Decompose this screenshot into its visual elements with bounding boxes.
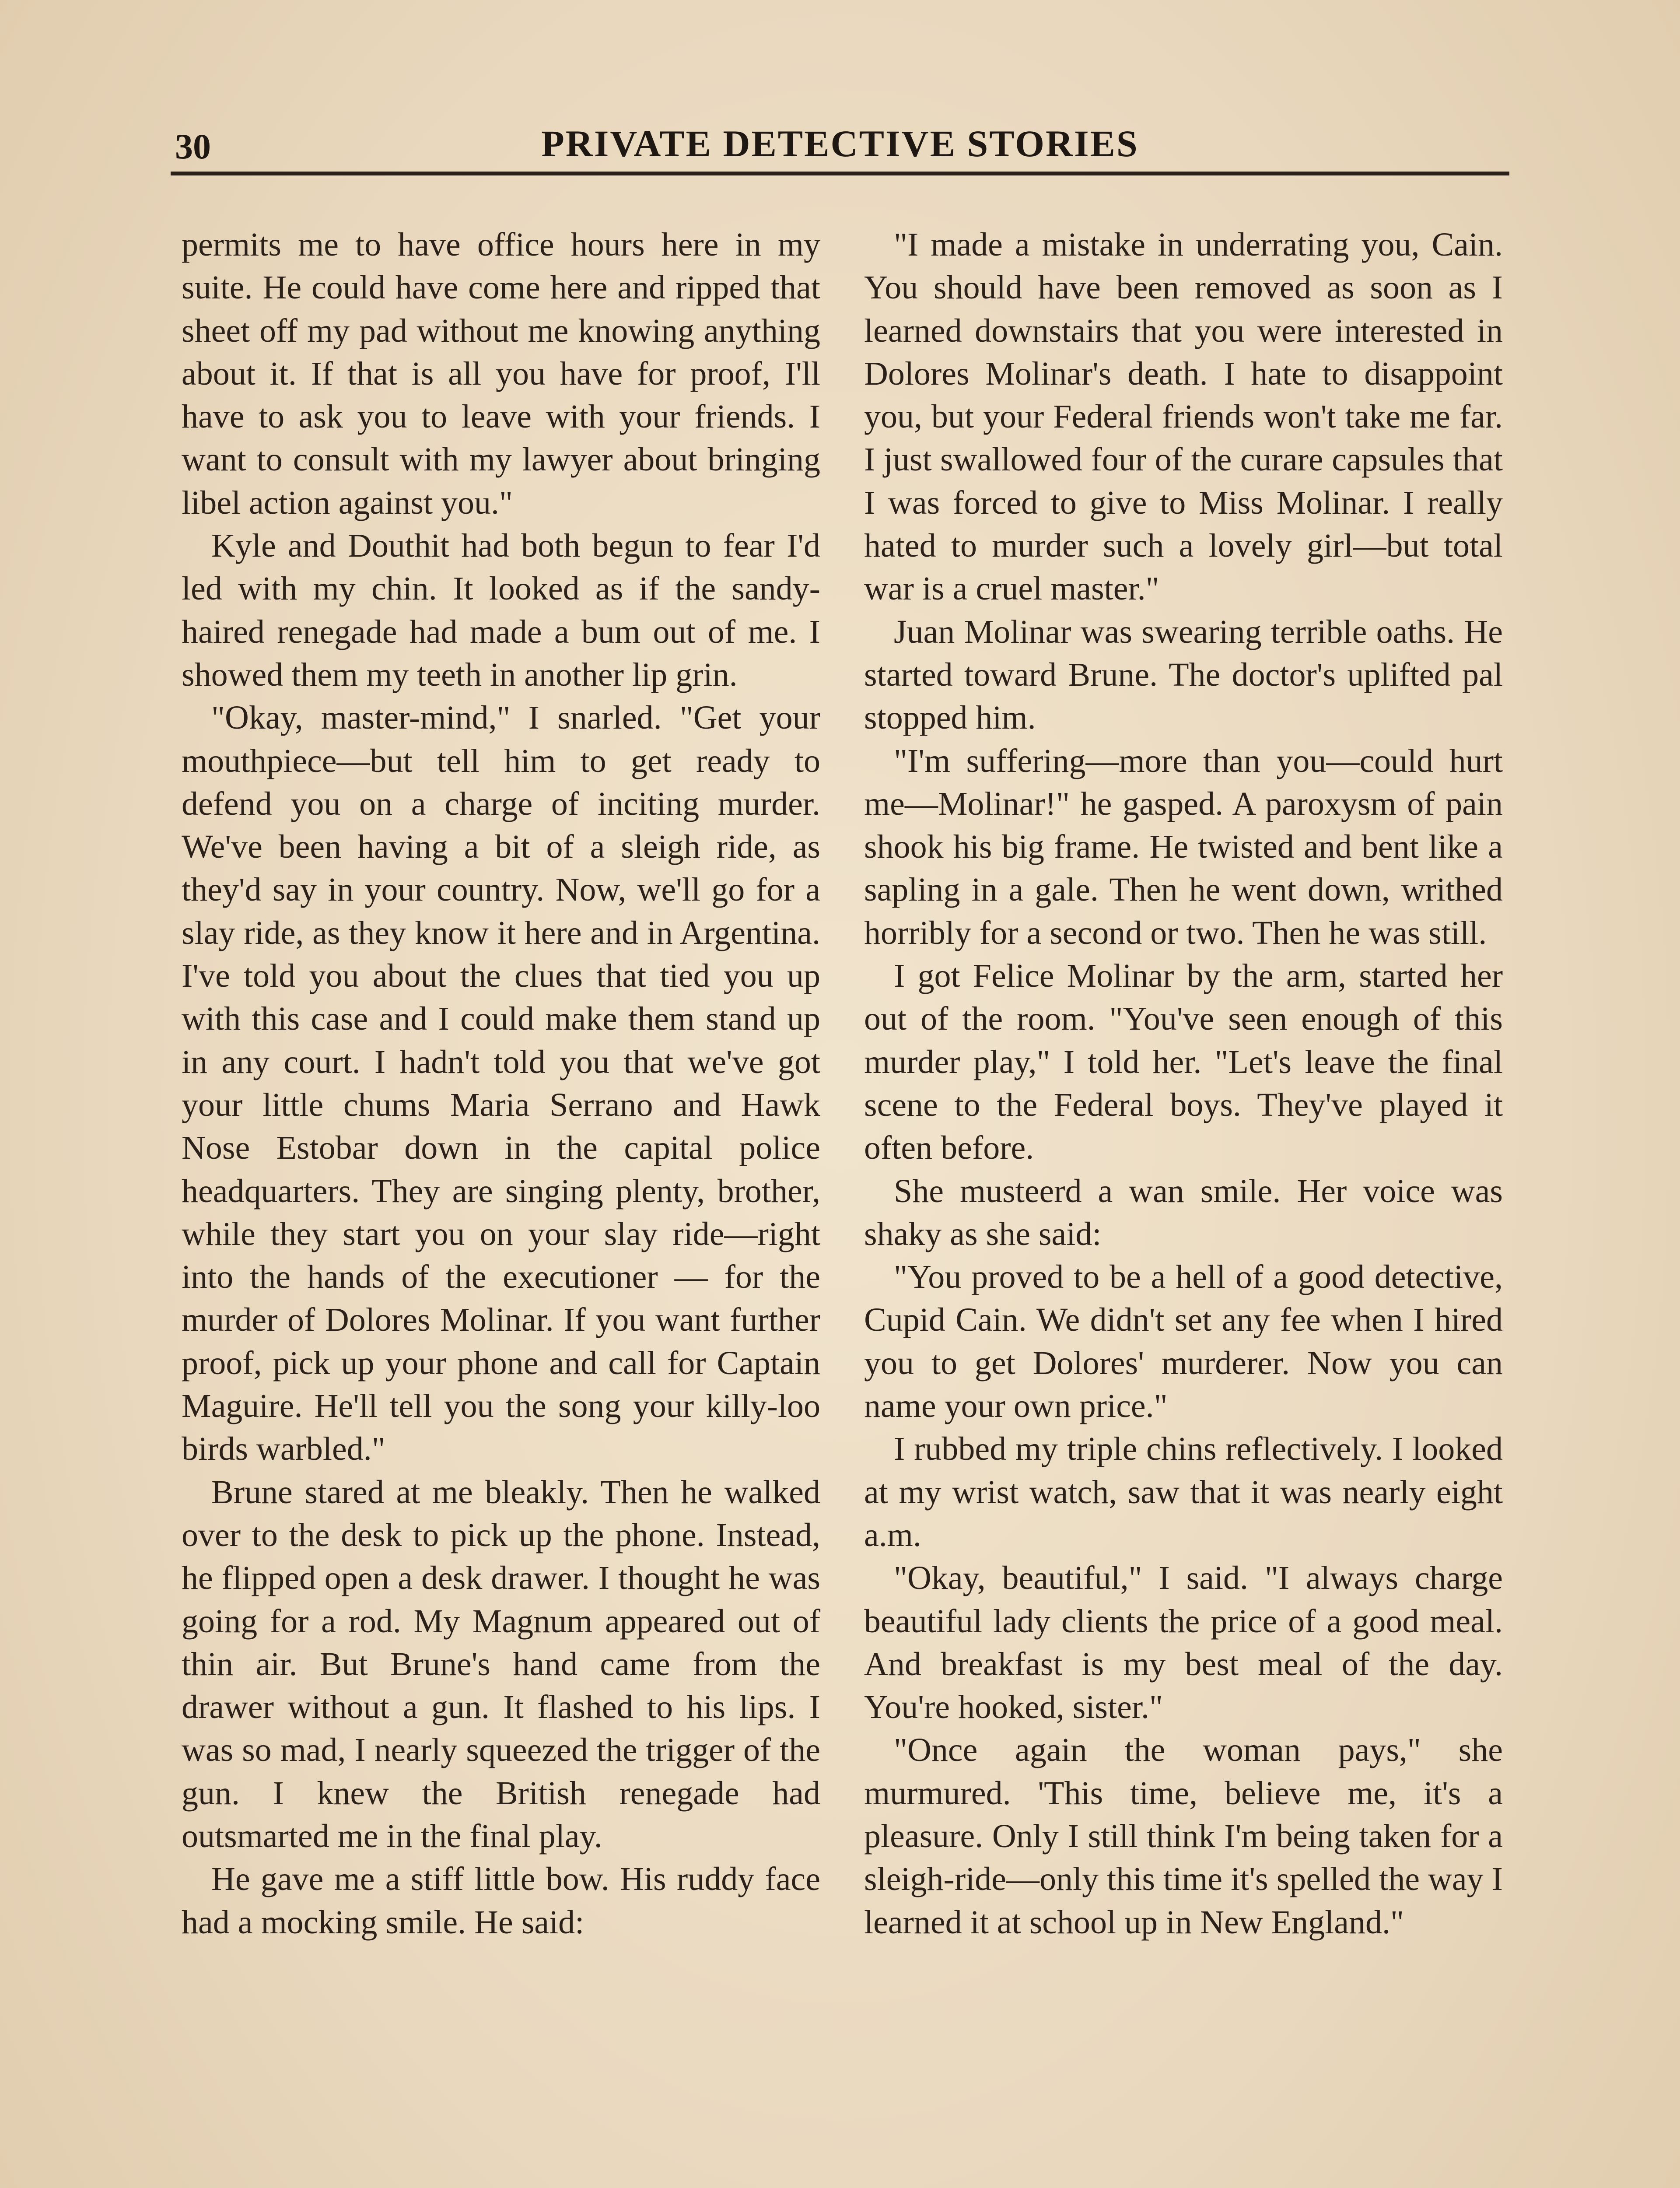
paragraph: "Okay, beautiful," I said. "I always charge beautiful lady clients the price of a good meal. And breakfast is my best meal of the day. You're hooked, sister." bbox=[864, 1560, 1503, 1726]
paragraph: Kyle and Douthit had both begun to fear I'd led with my chin. It looked as if the sandy-haired renegade had made a bum out of me. I showed them my teeth in another lip grin. bbox=[182, 527, 820, 693]
paragraph: "You proved to be a hell of a good detective, Cupid Cain. We didn't set any fee when I hired you to get Dolores' murderer. Now you can name your own price." bbox=[864, 1259, 1503, 1425]
paragraph: "Once again the woman pays," she murmured. 'This time, believe me, it's a pleasure. Only I still think I'm being taken for a sleigh-ride—only this time it's spelled the way I learned it at school up in New England." bbox=[864, 1732, 1503, 1941]
running-head bbox=[175, 117, 1505, 165]
paragraph: "Okay, master-mind," I snarled. "Get your mouthpiece—but tell him to get ready to defend you on a charge of inciting murder. We've been having a bit of a sleigh ride, as they'd say in your country. Now, we'll go for a slay ride, as they know it here and in Argentina. I've told you about the clues that tied you up with this case and I could make them stand up in any court. I hadn't told you that we've got your little chums Maria Serrano and Hawk Nose Estobar down in the capital police headquarters. They are singing plenty, brother, while they start you on your slay ride—right into the hands of the executioner — for the murder of Dolores Molinar. If you want further proof, pick up your phone and call for Captain Maguire. He'll tell you the song your killy-loo birds warbled." bbox=[182, 699, 820, 1468]
paragraph: Brune stared at me bleakly. Then he walked over to the desk to pick up the phone. Instead, he flipped open a desk drawer. I thought he was going for a rod. My Magnum appeared out of thin air. But Brune's hand came from the drawer without a gun. It flashed to his lips. I was so mad, I nearly squeezed the trigger of the gun. I knew the British renegade had outsmarted me in the final play. bbox=[182, 1473, 820, 1855]
paragraph: I rubbed my triple chins reflectively. I looked at my wrist watch, saw that it was nearly eight a.m. bbox=[864, 1431, 1503, 1553]
magazine-title: PRIVATE DETECTIVE STORIES bbox=[541, 123, 1139, 165]
paragraph: "I made a mistake in underrating you, Cain. You should have been removed as soon as I learned downstairs that you were interested in Dolores Molinar's death. I hate to disappoint you, but your Federal friends won't take me far. I just swallowed four of the curare capsules that I was forced to give to Miss Molinar. I really hated to murder such a lovely girl—but total war is a cruel master." bbox=[864, 226, 1503, 607]
paragraph: He gave me a stiff little bow. His ruddy face had a mocking smile. He said: bbox=[182, 1861, 820, 1941]
paragraph: I got Felice Molinar by the arm, started her out of the room. "You've seen enough of this murder play," I told her. "Let's leave the final scene to the Federal boys. They've played it often before. bbox=[864, 957, 1503, 1167]
page-number: 30 bbox=[175, 126, 211, 166]
right-column bbox=[864, 223, 1503, 1944]
paragraph: Juan Molinar was swearing terrible oaths. He started toward Brune. The doctor's uplifted pal stopped him. bbox=[864, 613, 1503, 736]
left-column bbox=[182, 223, 820, 1944]
paragraph: permits me to have office hours here in my suite. He could have come here and ripped that sheet off my pad without me knowing anything about it. If that is all you have for proof, I'll have to ask you to leave with your friends. I want to consult with my lawyer about bringing libel action against you." bbox=[182, 226, 820, 521]
header-rule bbox=[171, 172, 1509, 175]
paragraph: She musteerd a wan smile. Her voice was shaky as she said: bbox=[864, 1172, 1503, 1252]
paragraph: "I'm suffering—more than you—could hurt me—Molinar!" he gasped. A paroxysm of pain shook his big frame. He twisted and bent like a sapling in a gale. Then he went down, writhed horribly for a second or two. Then he was still. bbox=[864, 742, 1503, 951]
